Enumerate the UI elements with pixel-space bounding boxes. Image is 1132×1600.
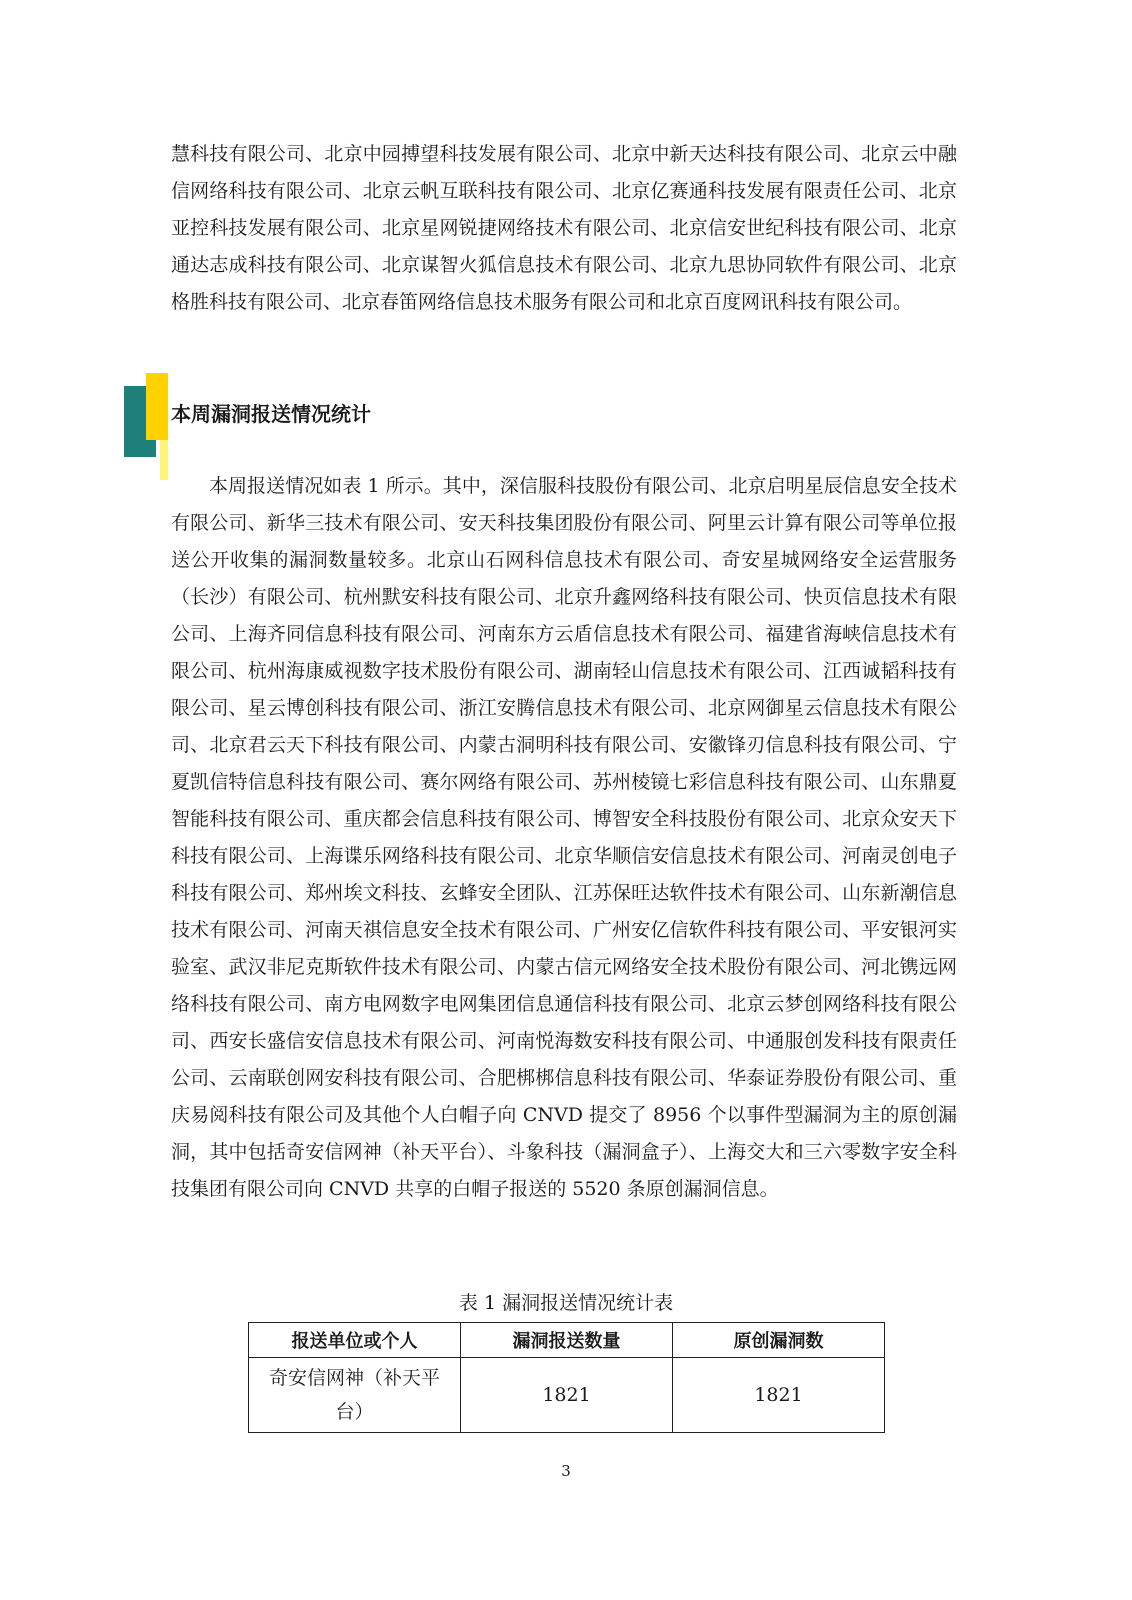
table-cell-original-count: 1821 [673,1358,885,1433]
section-marker-line [160,440,168,480]
vulnerability-report-table [248,1322,885,1433]
table-cell-report-count: 1821 [461,1358,673,1433]
body-paragraph-1: 慧科技有限公司、北京中园搏望科技发展有限公司、北京中新天达科技有限公司、北京云中融信网络科技有限公司、北京云帆互联科技有限公司、北京亿赛通科技发展有限责任公司、北京亚控科技发展有限公司、北京星网锐捷网络技术有限公司、北京信安世纪科技有限公司、北京通达志成科技有限公司、北京谋智火狐信息技术有限公司、北京九思协同软件有限公司、北京格胜科技有限公司、北京春笛网络信息技术服务有限公司和北京百度网讯科技有限公司。 [171,143,957,313]
section-title: 本周漏洞报送情况统计 [171,402,371,426]
table-header-row [249,1323,885,1358]
table-header-cell: 原创漏洞数 [673,1323,885,1358]
table-row [249,1358,885,1433]
body-paragraph-2: 本周报送情况如表 1 所示。其中，深信服科技股份有限公司、北京启明星辰信息安全技术有限公司、新华三技术有限公司、安天科技集团股份有限公司、阿里云计算有限公司等单位报送公开收集的漏洞数量较多。北京山石网科信息技术有限公司、奇安星城网络安全运营服务（长沙）有限公司、杭州默安科技有限公司、北京升鑫网络科技有限公司、快页信息技术有限公司、上海齐同信息科技有限公司、河南东方云盾信息技术有限公司、福建省海峡信息技术有限公司、杭州海康威视数字技术股份有限公司、湖南轻山信息技术有限公司、江西诚韬科技有限公司、星云博创科技有限公司、浙江安腾信息技术有限公司、北京网御星云信息技术有限公司、北京君云天下科技有限公司、内蒙古洞明科技有限公司、安徽锋刃信息科技有限公司、宁夏凯信特信息科技有限公司、赛尔网络有限公司、苏州棱镜七彩信息科技有限公司、山东鼎夏智能科技有限公司、重庆都会信息科技有限公司、博智安全科技股份有限公司、北京众安天下科技有限公司、上海谍乐网络科技有限公司、北京华顺信安信息技术有限公司、河南灵创电子科技有限公司、郑州埃文科技、玄蜂安全团队、江苏保旺达软件技术有限公司、山东新潮信息技术有限公司、河南天祺信息安全技术有限公司、广州安亿信软件科技有限公司、平安银河实验室、武汉非尼克斯软件技术有限公司、内蒙古信元网络安全技术股份有限公司、河北镌远网络科技有限公司、南方电网数字电网集团信息通信科技有限公司、北京云梦创网络科技有限公司、西安长盛信安信息技术有限公司、河南悦海数安科技有限公司、中通服创发科技有限责任公司、云南联创网安科技有限公司、合肥梆梆信息科技有限公司、华泰证券股份有限公司、重庆易阅科技有限公司及其他个人白帽子向 CNVD 提交了 8956 个以事件型漏洞为主的原创漏洞，其中包括奇安信网神（补天平台）、斗象科技（漏洞盒子）、上海交大和三六零数字安全科技集团有限公司向 CNVD 共享的白帽子报送的 5520 条原创漏洞信息。 [171,475,957,1200]
table-header-cell: 报送单位或个人 [249,1323,461,1358]
section-marker-yellow [146,373,168,440]
table-caption: 表 1 漏洞报送情况统计表 [458,1292,674,1314]
page-number: 3 [561,1462,571,1480]
table-header-cell: 漏洞报送数量 [461,1323,673,1358]
table-cell-reporter: 奇安信网神（补天平台） [249,1358,461,1433]
